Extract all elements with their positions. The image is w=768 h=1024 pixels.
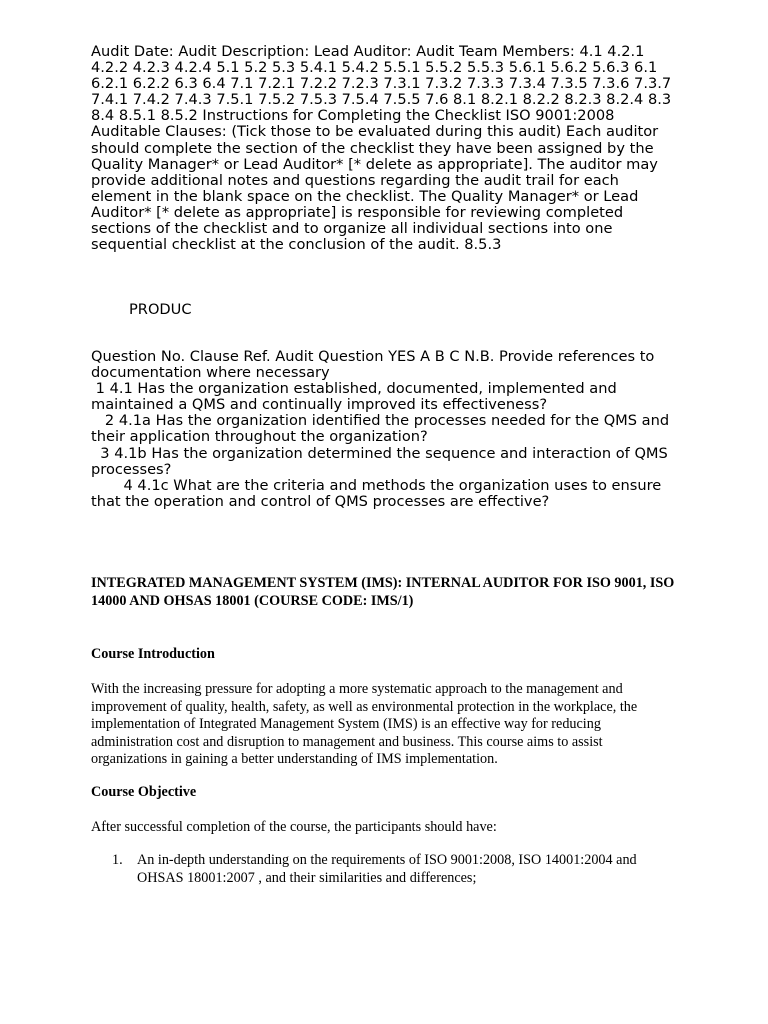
produc-label: PRODUC [129,301,192,318]
objective-list [91,852,681,887]
objective-number: 1. [112,852,123,868]
audit-question-item: 1 4.1 Has the organization established, documented, implemented and maintained a QMS and continually improved its effectiveness? [91,380,622,414]
question-table-header: Question No. Clause Ref. Audit Question YES A B C N.B. Provide references to documentation where necessary [91,348,660,382]
checklist-intro-paragraph: Audit Date: Audit Description: Lead Auditor: Audit Team Members: 4.1 4.2.1 4.2.2 4.2.3 4.2.4 5.1 5.2 5.3 5.4.1 5.4.2 5.5.1 5.5.2 5.5.3 5.6.1 5.6.2 5.6.3 6.1 6.2.1 6.2.2 6.3 6.4 7.1 7.2.1 7.2.2 7.2.3 7.3.1 7.3.2 7.3.3 7.3.4 7.3.5 7.3.6 7.3.7 7.4.1 7.4.2 7.4.3 7.5.1 7.5.2 7.5.3 7.5.4 7.5.5 7.6 8.1 8.2.1 8.2.2 8.2.3 8.2.4 8.3 8.4 8.5.1 8.5.2 Instructions for Completing the Checklist ISO 9001:2008 Auditable Clauses: (Tick those to be evaluated during this audit) Each auditor should complete the section of the checklist they have been assigned by the Quality Manager* or Lead Auditor* [* delete as appropriate]. The auditor may provide additional notes and questions regarding the audit trail for each element in the blank space on the checklist. The Quality Manager* or Lead Auditor* [* delete as appropriate] is responsible for reviewing completed sections of the checklist and to organize all individual sections into one sequential checklist at the conclusion of the audit. 8.5.3 [91,43,672,254]
audit-question-item: 4 4.1c What are the criteria and methods the organization uses to ensure that the operation and control of QMS processes are effective? [91,476,666,510]
objective-text: An in-depth understanding on the requirements of ISO 9001:2008, ISO 14001:2004 and OHSAS 18001:2007 , and their similarities and differences; [137,852,637,886]
course-title-heading: INTEGRATED MANAGEMENT SYSTEM (IMS): INTERNAL AUDITOR FOR ISO 9001, ISO 14000 AND OHSAS 18001 (COURSE CODE: IMS/1) [91,575,675,609]
objective-list-item [112,852,681,887]
document-page [91,0,681,1024]
course-introduction-paragraph: With the increasing pressure for adopting a more systematic approach to the management and improvement of quality, health, safety, as well as environmental protection in the workplace, the implementation of Integrated Management System (IMS) is an effective way for reducing administration cost and disruption to management and business. This course aims to assist organizations in gaining a better understanding of IMS implementation. [91,681,638,768]
audit-question-item: 2 4.1a Has the organization identified the processes needed for the QMS and their application throughout the organization? [91,412,674,446]
course-introduction-heading: Course Introduction [91,646,215,662]
audit-question-list [91,349,681,510]
course-objective-lead: After successful completion of the course, the participants should have: [91,819,497,835]
course-objective-heading: Course Objective [91,784,197,800]
audit-question-item: 3 4.1b Has the organization determined the sequence and interaction of QMS processes? [91,444,673,478]
